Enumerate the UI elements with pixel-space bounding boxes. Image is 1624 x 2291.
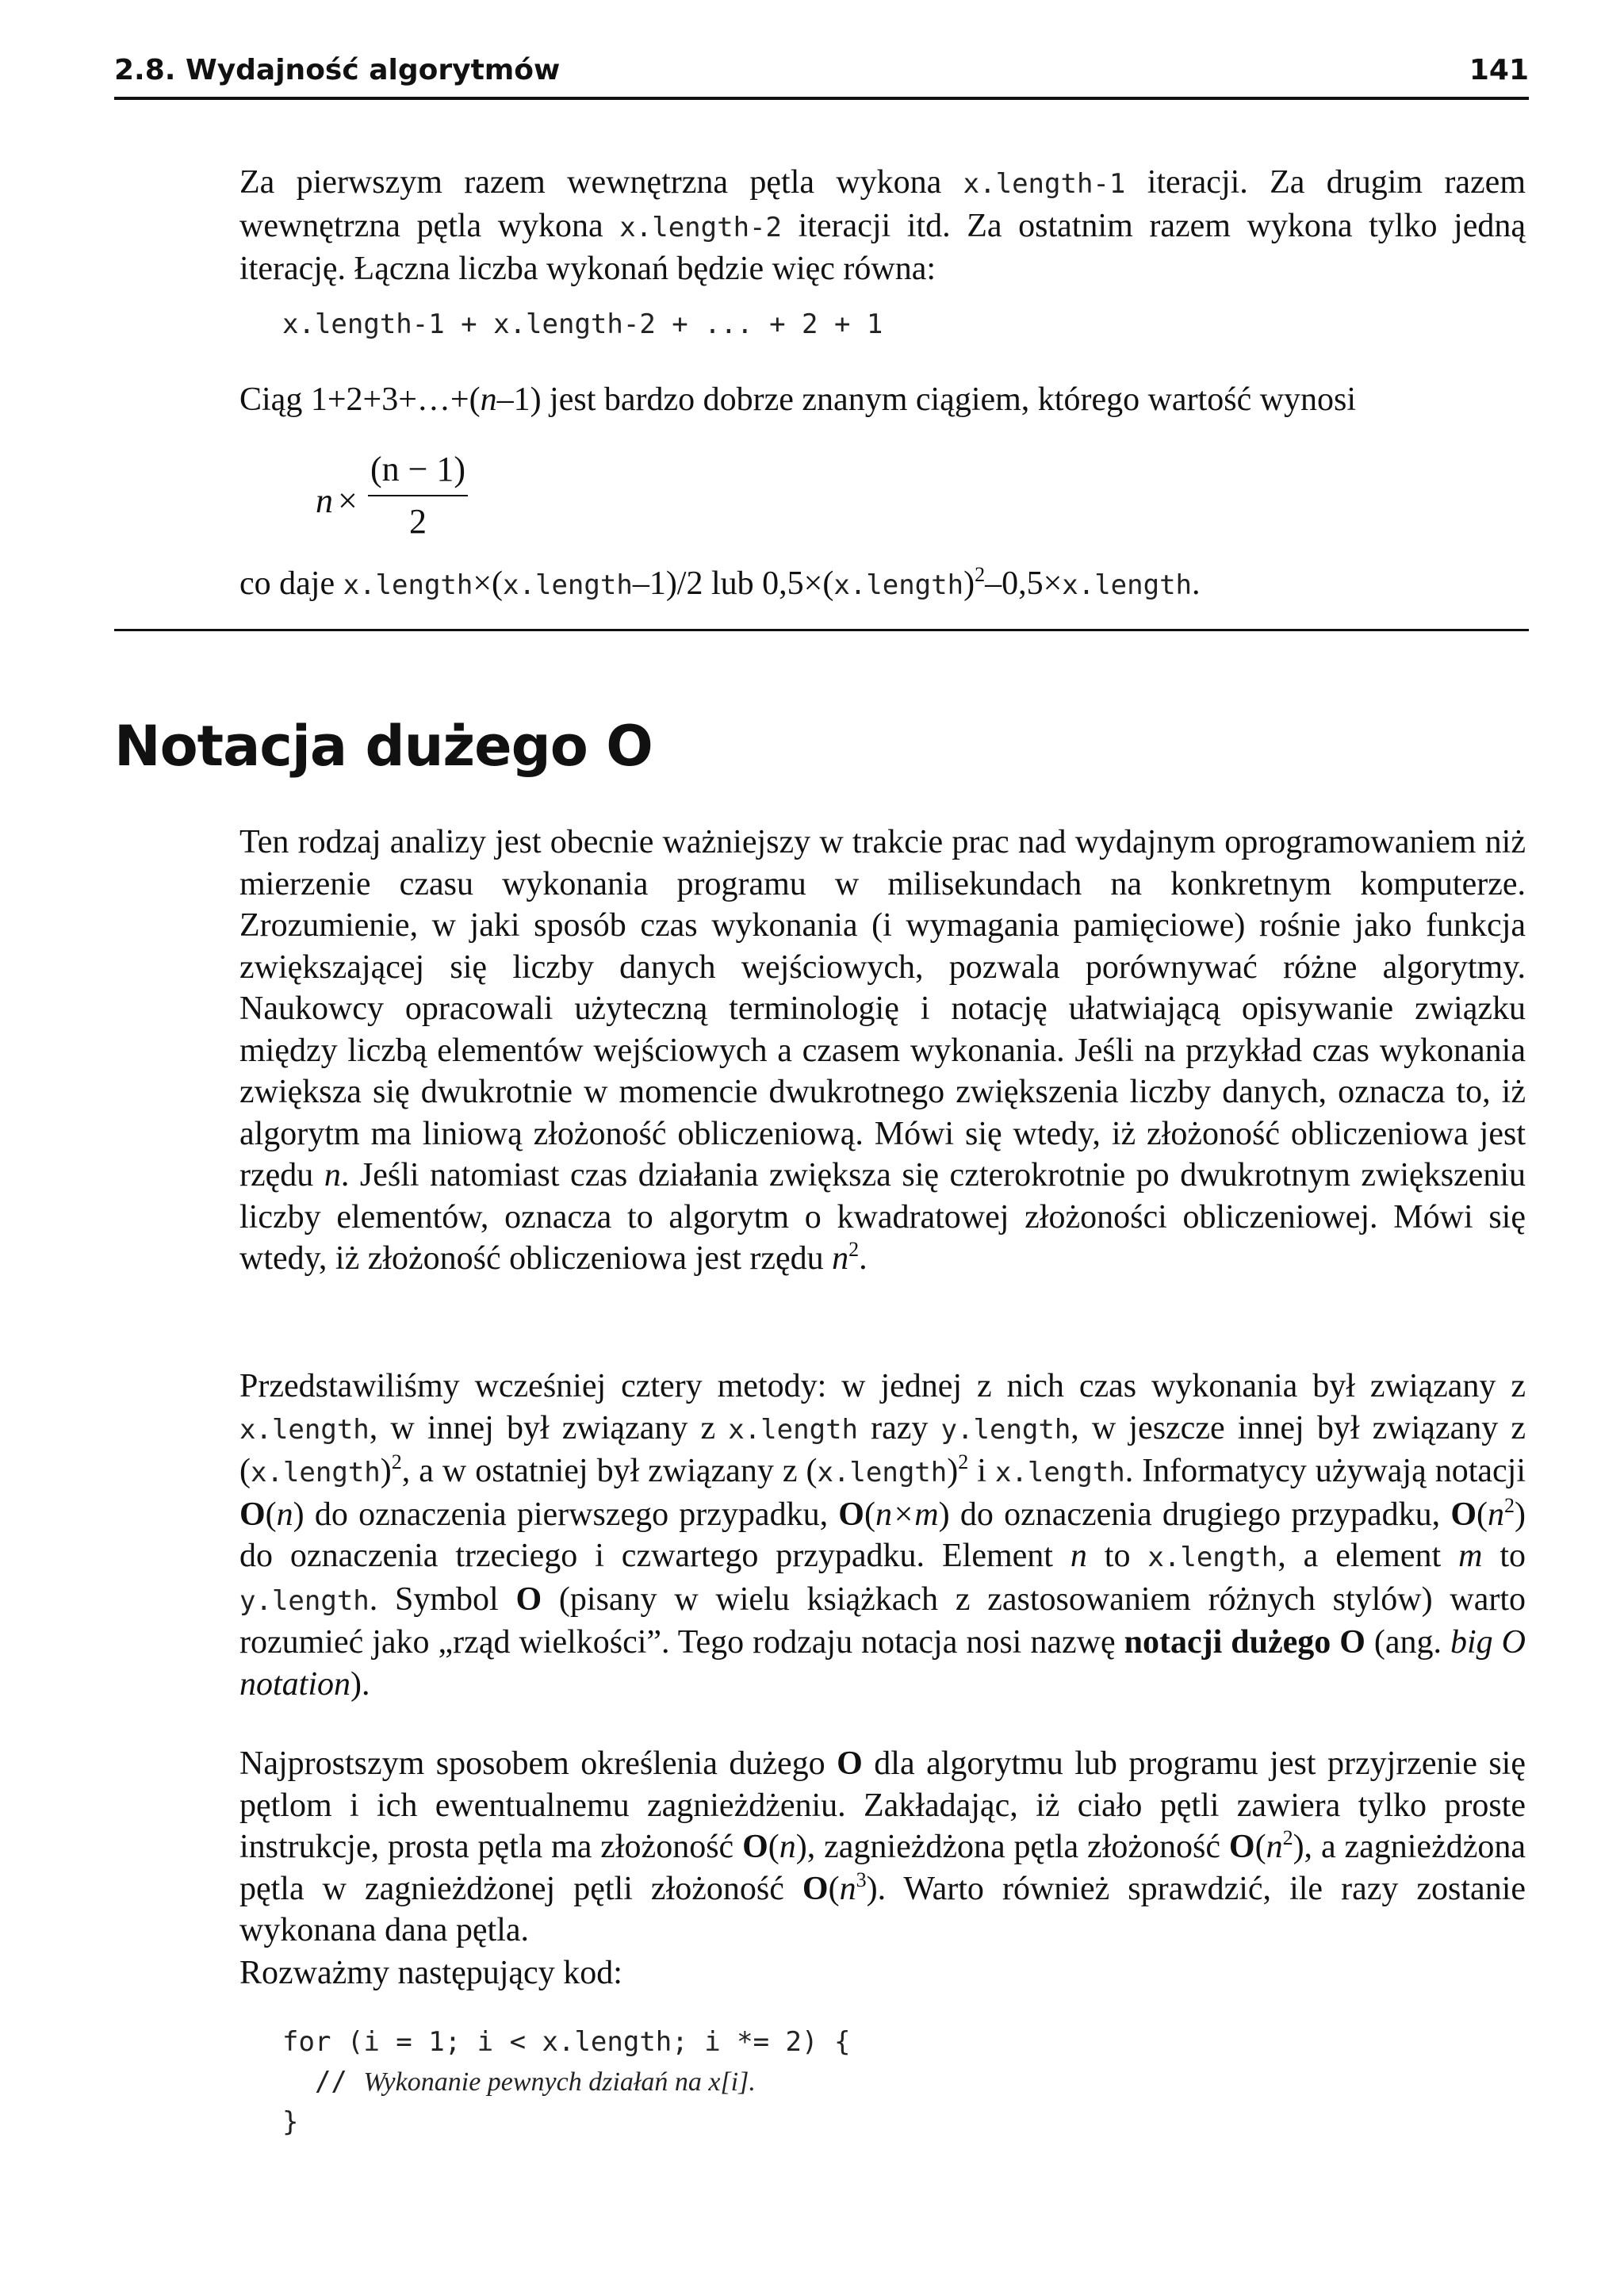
section-header: 2.8. Wydajność algorytmów: [114, 54, 561, 86]
paragraph-loops: Najprostszym sposobem określenia dużego O dla algorytmu lub programu jest przyjrzenie się pętlom i ich ewentualnemu zagnieżdżeniu. Zakładając, iż ciało pętli zawiera tylko proste instrukcje, prosta pętla ma złożoność O(n), zagnieżdżona pętla złożoność $O(n^2)$, a zagnieżdżona pętla w zagnieżdżonej pętli złożoność $O(n^3)$. Warto również sprawdzić, ile razy zostanie wykonana dana pętla.: [239, 1745, 1526, 1948]
code-line-1: for (i = 1; i < x.length; i *= 2) {: [282, 2026, 851, 2058]
paragraph-big-o-intro: Ten rodzaj analizy jest obecnie ważniejszy w trakcie prac nad wydajnym oprogramowaniem niż mierzenie czasu wykonania programu w milisekundach na konkretnym komputerze. Zrozumienie, w jaki sposób czas wykonania (i wymagania pamięciowe) rośnie jako funkcja zwiększającej się liczby danych wejściowych, pozwala porównywać różne algorytmy. Naukowcy opracowali użyteczną terminologię i notację ułatwiającą opisywanie związku między liczbą elementów wejściowych a czasem wykonania. Jeśli na przykład czas wykonania zwiększa się dwukrotnie w momencie dwukrotnego zwiększenia liczby danych, oznacza to, iż algorytm ma liniową złożoność obliczeniową. Mówi się wtedy, iż złożoność obliczeniowa jest rzędu n. Jeśli natomiast czas działania zwiększa się czterokrotnie po dwukrotnym zwiększeniu liczby elementów, oznacza to algorytm o kwadratowej złożoności obliczeniowej. Mówi się wtedy, iż złożoność obliczeniowa jest rzędu $n^2$.: [239, 824, 1526, 1277]
series-formula: [316, 449, 490, 544]
formula-n: n: [316, 481, 333, 520]
code-listing: [282, 2022, 850, 2142]
intro-paragraph-3: co daje x.length×(x.length–1)/2 lub 0,5×(x.length)$^2$–0,5×x.length.: [239, 563, 1201, 602]
paragraph-consider-code: Rozważmy następujący kod:: [239, 1955, 622, 1991]
section-divider: [114, 629, 1529, 631]
paragraph-four-methods: Przedstawiliśmy wcześniej cztery metody: w jednej z nich czas wykonania był związany z x.length, w innej był związany z x.length razy y.length, w jeszcze innej był związany z (x.length)$^2$, a w ostatniej był związany z (x.length)$^2$ i x.length. Informatycy używają notacji O(n) do oznaczenia pierwszego przypadku, O(n×m) do oznaczenia drugiego przypadku, $O(n^2)$ do oznaczenia trzeciego i czwartego przypadku. Element n to x.length, a element m to y.length. Symbol O (pisany w wielu książkach z zastosowaniem różnych stylów) warto rozumieć jako „rząd wielkości”. Tego rodzaju notacja nosi nazwę notacji dużego O (ang. big O notation).: [239, 1368, 1526, 1703]
formula-numerator: (n − 1): [370, 450, 466, 488]
section-title: Notacja dużego O: [114, 714, 653, 779]
fraction-bar: [368, 495, 468, 496]
intro-paragraph-2: Ciąg 1+2+3+…+(n–1) jest bardzo dobrze znanym ciągiem, którego wartość wynosi: [239, 381, 1357, 418]
intro-paragraph-1: Za pierwszym razem wewnętrzna pętla wykona x.length-1 iteracji. Za drugim razem wewnętrzna pętla wykona x.length-2 iteracji itd. Za ostatnim razem wykona tylko jedną iterację. Łączna liczba wykonań będzie więc równa:: [239, 164, 1526, 287]
running-head: [114, 48, 1529, 100]
page-number: 141: [1469, 54, 1529, 86]
sum-expression: x.length-1 + x.length-2 + ... + 2 + 1: [282, 308, 883, 340]
code-line-2: // Wykonanie pewnych działań na x[i].: [282, 2066, 756, 2098]
formula-denominator: 2: [409, 502, 427, 541]
code-line-3: }: [282, 2106, 299, 2138]
formula-times: ×: [338, 481, 358, 520]
